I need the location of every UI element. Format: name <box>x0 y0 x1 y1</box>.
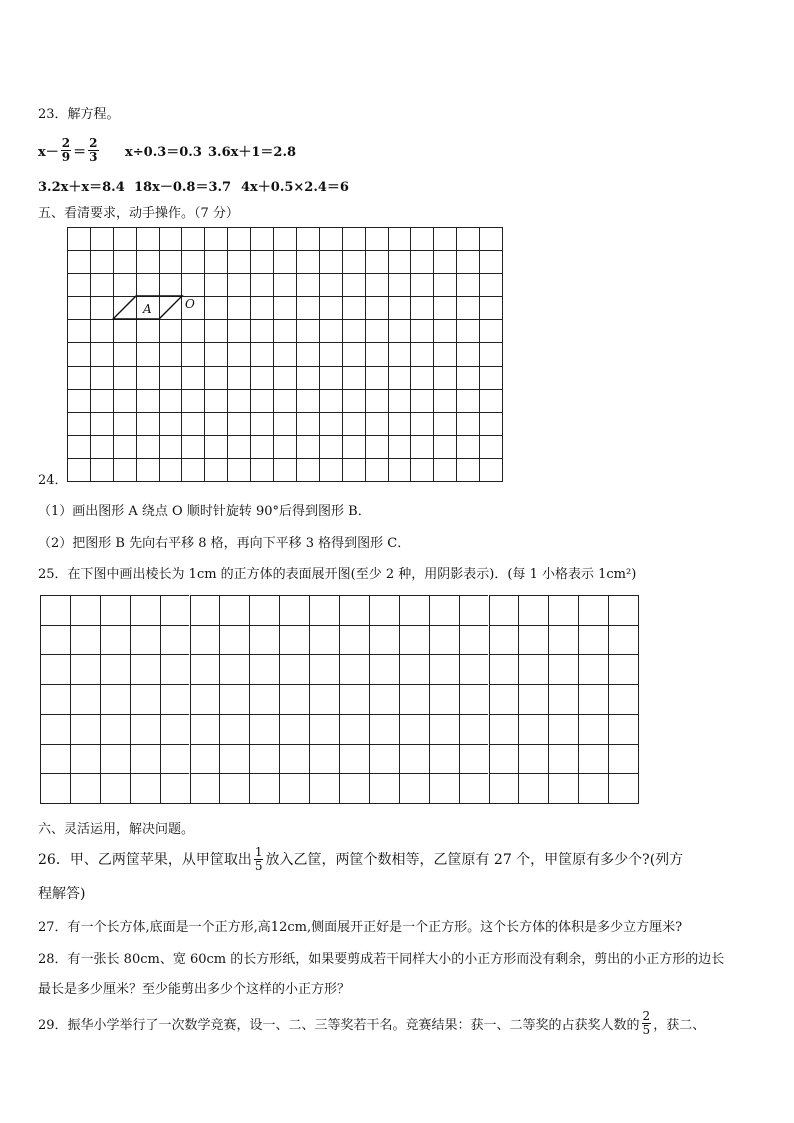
q23-equation-5: 18x－0.8＝3.7 <box>134 180 232 195</box>
grid-cell[interactable] <box>279 595 309 625</box>
grid-cell[interactable] <box>40 684 70 714</box>
grid-cell[interactable] <box>190 744 220 774</box>
grid-cell[interactable] <box>399 654 429 684</box>
grid-cell[interactable] <box>429 625 459 655</box>
grid-cell[interactable] <box>160 684 190 714</box>
fraction-1-5 <box>254 846 264 873</box>
grid-cell[interactable] <box>219 684 249 714</box>
grid-cell[interactable] <box>309 684 339 714</box>
grid-cell[interactable] <box>100 625 130 655</box>
grid-cell[interactable] <box>429 654 459 684</box>
grid-cell[interactable] <box>518 684 548 714</box>
grid-cell[interactable] <box>160 714 190 744</box>
grid-cell[interactable] <box>489 744 519 774</box>
q26-line-1 <box>38 842 683 876</box>
grid-cell[interactable] <box>459 684 489 714</box>
grid-cell[interactable] <box>489 714 519 744</box>
grid-cell[interactable] <box>489 773 519 803</box>
fraction-numerator: 1 <box>254 844 263 859</box>
grid-cell[interactable] <box>429 684 459 714</box>
fraction-numerator: 2 <box>61 135 71 150</box>
grid-cell[interactable] <box>578 654 608 684</box>
grid-cell[interactable] <box>369 744 399 774</box>
fraction-denominator: 5 <box>642 1022 651 1037</box>
grid-cell[interactable] <box>608 714 638 744</box>
grid-cell[interactable] <box>249 595 279 625</box>
grid-cell[interactable] <box>429 714 459 744</box>
grid-cell[interactable] <box>130 595 160 625</box>
grid-cell[interactable] <box>369 684 399 714</box>
grid-cell[interactable] <box>578 684 608 714</box>
grid-cell[interactable] <box>518 625 548 655</box>
grid-cell[interactable] <box>578 744 608 774</box>
grid-cell[interactable] <box>309 773 339 803</box>
q23-equation-3: 3.6x＋1＝2.8 <box>208 145 297 160</box>
grid-cell[interactable] <box>190 625 220 655</box>
eq1-prefix: x－ <box>38 144 59 160</box>
grid-cell[interactable] <box>578 714 608 744</box>
grid-cell[interactable] <box>489 595 519 625</box>
grid-cell[interactable] <box>70 744 100 774</box>
grid-cell[interactable] <box>309 654 339 684</box>
grid-cell[interactable] <box>160 744 190 774</box>
fraction-numerator: 2 <box>89 135 98 150</box>
grid-cell[interactable] <box>249 714 279 744</box>
grid-cell[interactable] <box>70 595 100 625</box>
grid-cell[interactable] <box>548 595 578 625</box>
grid-cell[interactable] <box>190 684 220 714</box>
grid-cell[interactable] <box>459 595 489 625</box>
grid-cell[interactable] <box>399 773 429 803</box>
grid-cell[interactable] <box>399 684 429 714</box>
grid-cell[interactable] <box>429 595 459 625</box>
figure-a-label: A <box>143 302 152 316</box>
grid-cell[interactable] <box>489 625 519 655</box>
grid-cell[interactable] <box>249 773 279 803</box>
grid-cell[interactable] <box>518 595 548 625</box>
grid-cell[interactable] <box>459 625 489 655</box>
q23-equation-4: 3.2x＋x＝8.4 <box>38 180 125 195</box>
grid-cell[interactable] <box>608 744 638 774</box>
grid-cell[interactable] <box>339 654 369 684</box>
grid-cell[interactable] <box>578 625 608 655</box>
eq1-equals: ＝ <box>73 144 87 160</box>
grid-cell[interactable] <box>70 654 100 684</box>
grid-cell[interactable] <box>578 595 608 625</box>
grid-cell[interactable] <box>249 744 279 774</box>
grid-cell[interactable] <box>160 625 190 655</box>
grid-cell[interactable] <box>608 595 638 625</box>
grid-cell[interactable] <box>459 744 489 774</box>
grid-cell[interactable] <box>548 714 578 744</box>
grid-cell[interactable] <box>608 625 638 655</box>
grid-cell[interactable] <box>339 714 369 744</box>
grid-cell[interactable] <box>130 744 160 774</box>
grid-cell[interactable] <box>369 625 399 655</box>
grid-cell[interactable] <box>219 625 249 655</box>
grid-cell[interactable] <box>70 773 100 803</box>
grid-cell[interactable] <box>489 684 519 714</box>
grid-cell[interactable] <box>369 654 399 684</box>
grid-cell[interactable] <box>309 595 339 625</box>
grid-cell[interactable] <box>40 595 70 625</box>
grid-cell[interactable] <box>70 684 100 714</box>
grid-cell[interactable] <box>70 714 100 744</box>
grid-cell[interactable] <box>518 773 548 803</box>
grid-cell[interactable] <box>309 744 339 774</box>
grid-cell[interactable] <box>548 773 578 803</box>
grid-cell[interactable] <box>459 714 489 744</box>
grid-cell[interactable] <box>70 625 100 655</box>
grid-cell[interactable] <box>369 714 399 744</box>
q29-part-1: 29．振华小学举行了一次数学竞赛，设一、二、三等奖若干名。竞赛结果：获一、二等奖的占获奖人数的 <box>38 1017 640 1033</box>
grid-cell[interactable] <box>548 744 578 774</box>
grid-cell[interactable] <box>399 595 429 625</box>
grid-cell[interactable] <box>369 773 399 803</box>
grid-cell[interactable] <box>429 773 459 803</box>
grid-cell[interactable] <box>279 684 309 714</box>
grid-cell[interactable] <box>309 714 339 744</box>
q23-equation-6: 4x＋0.5×2.4＝6 <box>241 180 349 195</box>
grid-cell[interactable] <box>160 773 190 803</box>
grid-cell[interactable] <box>130 625 160 655</box>
fraction-denominator: 3 <box>89 149 98 164</box>
fraction-denominator: 5 <box>254 858 263 873</box>
grid-cell[interactable] <box>578 773 608 803</box>
grid-cell[interactable] <box>100 684 130 714</box>
grid-cell[interactable] <box>459 654 489 684</box>
grid-cell[interactable] <box>279 744 309 774</box>
grid-cell[interactable] <box>608 684 638 714</box>
grid-cell[interactable] <box>339 684 369 714</box>
grid-cell[interactable] <box>249 625 279 655</box>
q24-task-1: （1）画出图形 A 绕点 O 顺时针旋转 90°后得到图形 B． <box>38 504 371 519</box>
grid-cell[interactable] <box>489 654 519 684</box>
grid-cell[interactable] <box>40 714 70 744</box>
grid-cell[interactable] <box>190 595 220 625</box>
grid-cell[interactable] <box>309 625 339 655</box>
q26-line-2: 程解答) <box>38 886 86 902</box>
grid-cell[interactable] <box>130 654 160 684</box>
grid-cell[interactable] <box>279 654 309 684</box>
grid-cell[interactable] <box>219 595 249 625</box>
fraction-numerator: 2 <box>642 1008 651 1023</box>
q25-grid[interactable] <box>40 595 639 804</box>
grid-cell[interactable] <box>249 684 279 714</box>
grid-cell[interactable] <box>339 773 369 803</box>
q29-part-2: ，获二、 <box>653 1017 706 1033</box>
grid-cell[interactable] <box>130 684 160 714</box>
grid-cell[interactable] <box>40 773 70 803</box>
q29-line-1 <box>38 1005 705 1041</box>
q23-equation-2: x÷0.3＝0.3 <box>125 145 202 160</box>
q26-part-1: 26．甲、乙两筐苹果，从甲筐取出 <box>38 852 252 868</box>
grid-cell[interactable] <box>608 773 638 803</box>
grid-cell[interactable] <box>100 773 130 803</box>
fraction-denominator: 9 <box>61 149 71 164</box>
grid-cell[interactable] <box>339 744 369 774</box>
q23-title: 23．解方程。 <box>38 107 120 122</box>
q25-text: 25．在下图中画出棱长为 1cm 的正方体的表面展开图(至少 2 种，用阴影表示)．(每 1 小格表示 1cm²) <box>38 567 637 582</box>
grid-cell[interactable] <box>548 684 578 714</box>
section5-heading: 五、看清要求，动手操作。（7 分） <box>38 206 239 221</box>
grid-cell[interactable] <box>219 744 249 774</box>
grid-cell[interactable] <box>100 744 130 774</box>
grid-cell[interactable] <box>160 654 190 684</box>
grid-cell[interactable] <box>369 595 399 625</box>
grid-cell[interactable] <box>160 595 190 625</box>
point-o-label: O <box>185 297 195 311</box>
grid-cell[interactable] <box>429 744 459 774</box>
grid-cell[interactable] <box>399 744 429 774</box>
q24-task-2: （2）把图形 B 先向右平移 8 格，再向下平移 3 格得到图形 C． <box>38 536 411 551</box>
grid-cell[interactable] <box>130 714 160 744</box>
grid-cell[interactable] <box>219 714 249 744</box>
grid-cell[interactable] <box>219 773 249 803</box>
grid-cell[interactable] <box>249 654 279 684</box>
grid-cell[interactable] <box>399 714 429 744</box>
grid-cell[interactable] <box>219 654 249 684</box>
q28-line-1: 28．有一张长 80cm、宽 60cm 的长方形纸，如果要剪成若干同样大小的小正方形而没有剩余，剪出的小正方形的边长 <box>38 952 725 967</box>
q26-part-2: 放入乙筐，两筐个数相等，乙筐原有 27 个，甲筐原有多少个?(列方 <box>265 852 684 868</box>
grid-cell[interactable] <box>548 654 578 684</box>
grid-cell[interactable] <box>40 744 70 774</box>
grid-cell[interactable] <box>100 595 130 625</box>
grid-cell[interactable] <box>279 625 309 655</box>
q28-line-2: 最长是多少厘米？至少能剪出多少个这样的小正方形？ <box>38 982 351 997</box>
grid-cell[interactable] <box>339 625 369 655</box>
grid-cell[interactable] <box>279 773 309 803</box>
grid-cell[interactable] <box>548 625 578 655</box>
grid-cell[interactable] <box>40 625 70 655</box>
grid-cell[interactable] <box>40 654 70 684</box>
grid-cell[interactable] <box>518 744 548 774</box>
grid-cell[interactable] <box>190 773 220 803</box>
grid-cell[interactable] <box>100 714 130 744</box>
grid-cell[interactable] <box>518 654 548 684</box>
grid-cell[interactable] <box>190 654 220 684</box>
grid-cell[interactable] <box>399 625 429 655</box>
q27-text: 27．有一个长方体,底面是一个正方形,高12cm,侧面展开正好是一个正方形。这个长方体的体积是多少立方厘米? <box>38 920 683 935</box>
grid-cell[interactable] <box>608 654 638 684</box>
section6-heading: 六、灵活运用，解决问题。 <box>38 822 195 837</box>
grid-cell[interactable] <box>130 773 160 803</box>
grid-cell[interactable] <box>190 714 220 744</box>
grid-cell[interactable] <box>339 595 369 625</box>
grid-cell[interactable] <box>100 654 130 684</box>
fraction-2-5 <box>642 1010 652 1037</box>
grid-cell[interactable] <box>459 773 489 803</box>
grid-cell[interactable] <box>518 714 548 744</box>
grid-cell[interactable] <box>279 714 309 744</box>
q24-number: 24． <box>38 473 68 488</box>
